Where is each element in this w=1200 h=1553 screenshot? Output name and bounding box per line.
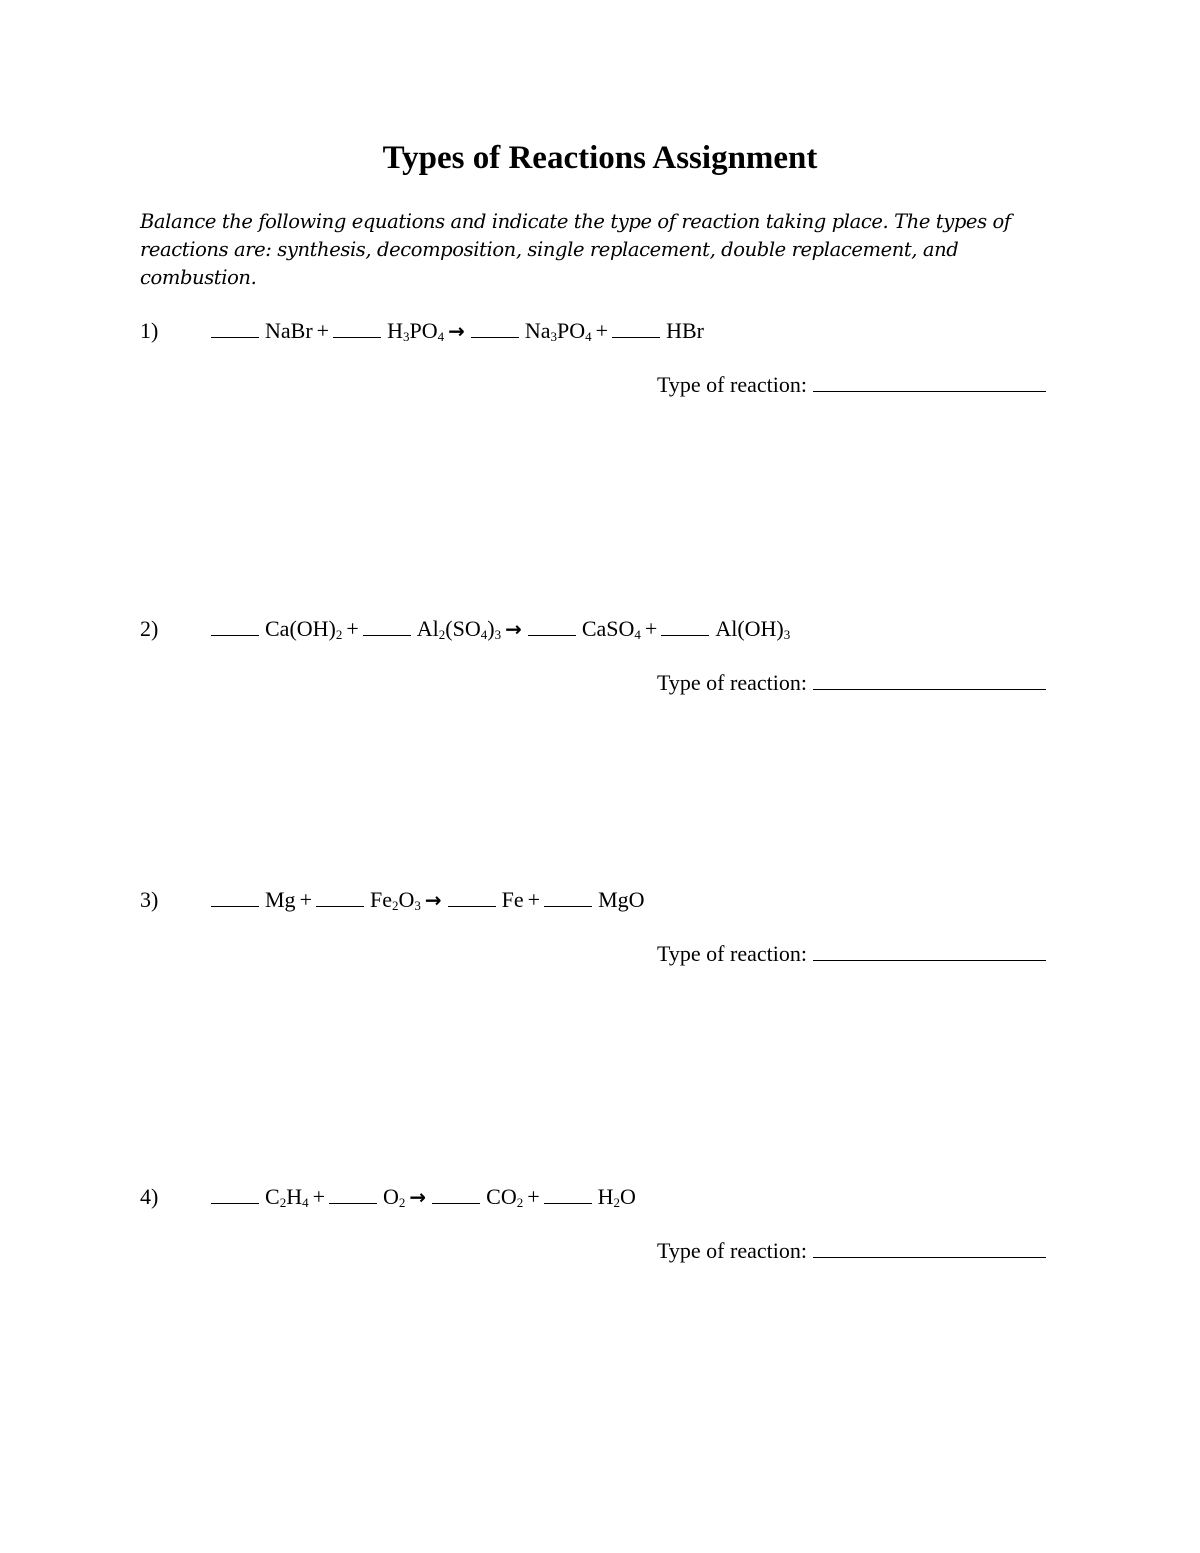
reaction-type-answer-blank[interactable] — [813, 940, 1046, 961]
coefficient-blank[interactable] — [528, 617, 576, 636]
plus-sign: + — [595, 318, 609, 343]
coefficient-blank[interactable] — [448, 888, 496, 907]
chemical-formula: $C_2H_4$ — [265, 1184, 309, 1210]
coefficient-blank[interactable] — [211, 1185, 259, 1204]
reaction-type-answer-blank[interactable] — [813, 669, 1046, 690]
chemical-formula: $H_3PO_4$ — [387, 318, 445, 344]
plus-sign: + — [527, 1184, 540, 1209]
reaction-arrow-icon: → — [424, 888, 442, 912]
problem-number: 1) — [140, 318, 159, 343]
reaction-type-label: Type of reaction: — [657, 670, 807, 695]
reaction-type-label: Type of reaction: — [657, 372, 807, 397]
coefficient-blank[interactable] — [471, 319, 519, 338]
problem-1 — [140, 318, 1060, 428]
problem-number: 4) — [140, 1184, 159, 1209]
coefficient-blank[interactable] — [211, 617, 259, 636]
coefficient-blank[interactable] — [329, 1185, 377, 1204]
chemical-formula: Fe — [501, 887, 524, 912]
reaction-type-row — [657, 669, 1046, 696]
reaction-type-row — [657, 940, 1046, 967]
reaction-arrow-icon: → — [448, 319, 465, 343]
chemical-formula: $Al(OH)_3$ — [715, 616, 791, 642]
reaction-type-label: Type of reaction: — [657, 941, 807, 966]
coefficient-blank[interactable] — [211, 888, 259, 907]
plus-sign: + — [299, 887, 312, 912]
chemical-formula: CaSO$_4$ — [581, 616, 641, 642]
coefficient-blank[interactable] — [544, 1185, 592, 1204]
reaction-arrow-icon: → — [505, 617, 522, 641]
problem-number: 3) — [140, 887, 159, 912]
problem-2 — [140, 616, 1060, 726]
plus-sign: + — [316, 318, 330, 343]
reaction-type-answer-blank[interactable] — [813, 1237, 1046, 1258]
chemical-formula: $H_2O$ — [597, 1184, 636, 1210]
reaction-type-row — [657, 1237, 1046, 1264]
chemical-formula: $O_2$ — [383, 1184, 406, 1210]
chemical-formula: $Al_2(SO_4)_3$ — [416, 616, 502, 642]
instructions: Balance the following equations and indicate the type of reaction taking place. The types of reactions are: synthesis, decomposition, single replacement, double replacement, and combustion. — [140, 210, 1011, 289]
reaction-type-label: Type of reaction: — [657, 1238, 807, 1263]
plus-sign: + — [312, 1184, 325, 1209]
coefficient-blank[interactable] — [211, 319, 259, 338]
reaction-type-row — [657, 371, 1046, 398]
coefficient-blank[interactable] — [333, 319, 381, 338]
equation — [211, 616, 790, 642]
chemical-formula: $Fe_2O_3$ — [369, 887, 421, 913]
reaction-arrow-icon: → — [409, 1185, 427, 1209]
equation — [211, 318, 704, 344]
reaction-type-answer-blank[interactable] — [813, 371, 1046, 392]
equation — [211, 1184, 636, 1210]
coefficient-blank[interactable] — [544, 888, 592, 907]
problem-3 — [140, 887, 1060, 997]
chemical-formula: Mg — [265, 887, 296, 912]
chemical-formula: $CO_2$ — [486, 1184, 524, 1210]
problem-number: 2) — [140, 616, 159, 641]
page-title: Types of Reactions Assignment — [382, 140, 818, 176]
chemical-formula: $Na_3PO_4$ — [524, 318, 592, 344]
coefficient-blank[interactable] — [363, 617, 411, 636]
equation — [211, 887, 645, 913]
plus-sign: + — [527, 887, 541, 912]
chemical-formula: HBr — [666, 318, 704, 343]
coefficient-blank[interactable] — [316, 888, 364, 907]
chemical-formula: NaBr — [265, 318, 313, 343]
chemical-formula: MgO — [598, 887, 645, 912]
coefficient-blank[interactable] — [661, 617, 709, 636]
problem-4 — [140, 1184, 1060, 1294]
coefficient-blank[interactable] — [432, 1185, 480, 1204]
plus-sign: + — [346, 616, 359, 641]
chemical-formula: $Ca(OH)_2$ — [265, 616, 343, 642]
plus-sign: + — [644, 616, 658, 641]
coefficient-blank[interactable] — [612, 319, 660, 338]
